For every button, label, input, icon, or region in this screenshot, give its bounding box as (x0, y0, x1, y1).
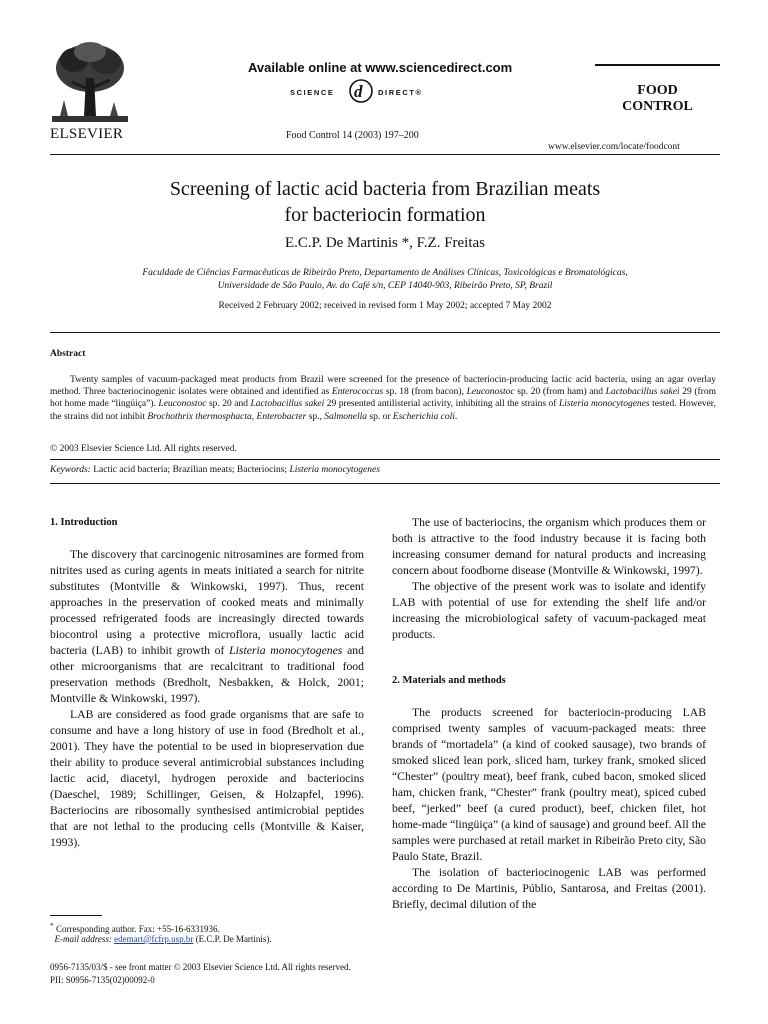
journal-url[interactable]: www.elsevier.com/locate/foodcont (548, 142, 680, 152)
right-column (392, 515, 706, 913)
keywords: Keywords: Lactic acid bacteria; Brazilian meats; Bacteriocins; Listeria monocytogenes (50, 465, 380, 475)
methods-paragraph-1: The products screened for bacteriocin-producing LAB comprised twenty samples of vacuum-packaged meats: three brands of “mortadela” (a kind of cooked sausage), two brands of smoked sliced lean pork, sliced ham, turkey frank, smoked sliced “Chester” (poultry meat), beef frank, cubed bacon, smoked sliced ham, chicken frank, “Chester” frank (poultry meat), spiced cubed beef, “jerked” beef (a cured product), beef, chicken filet, hot home-made “lingüiça” (a kind of sausage) and ground beef. All the samples were purchased at retail market in Ribeirão Preto city, São Paulo State, Brazil. (392, 706, 706, 863)
keywords-divider-top (50, 459, 720, 460)
journal-reference: Food Control 14 (2003) 197–200 (286, 130, 419, 141)
pii-line: PII: S0956-7135(02)00092-0 (50, 975, 155, 985)
received-dates: Received 2 February 2002; received in revised form 1 May 2002; accepted 7 May 2002 (218, 301, 552, 311)
abstract-copyright: © 2003 Elsevier Science Ltd. All rights reserved. (50, 444, 237, 454)
publisher-name: ELSEVIER (50, 126, 124, 142)
issn-line: 0956-7135/03/$ - see front matter © 2003 Elsevier Science Ltd. All rights reserved. (50, 962, 351, 972)
article-title: Screening of lactic acid bacteria from Brazilian meats for bacteriocin formation (169, 178, 601, 226)
footnote-corresponding: * Corresponding author. Fax: +55-16-6331936. (50, 921, 220, 934)
available-online-text[interactable]: Available online at www.sciencedirect.com (248, 60, 513, 75)
footnote-email: E-mail address: edemart@fcfrp.usp.br (E.C.P. De Martinis). (54, 934, 272, 944)
footnote-divider (50, 915, 102, 916)
section-heading-methods: 2. Materials and methods (392, 675, 506, 686)
sciencedirect-d-icon (348, 78, 374, 104)
sciencedirect-logo (290, 80, 440, 104)
intro-paragraph-1: The discovery that carcinogenic nitrosamines are formed from nitrites used as curing agents in meats initiated a search for nitrite substitutes (Montville & Winkowski, 1997). Thus, recent approaches in the preservation of cooked meats and minimally processed refrigerated foods are increasingly directed towards biocontrol using a protective microflora, usually lactic acid bacteria (LAB) to inhibit growth of Listeria monocytogenes and other microorganisms that are recalcitrant to traditional food preservation methods (Bredholt, Nesbakken, & Holck, 2001; Montville & Winkowski, 1997). (50, 548, 364, 705)
abstract-divider-top (50, 332, 720, 333)
journal-title-bar (595, 64, 720, 66)
affiliation: Faculdade de Ciências Farmacêuticas de Ribeirão Preto, Departamento de Análises Clínicas, Toxicológicas e Bromatológicas, Universidade de São Paulo, Av. do Café s/n, CEP 14040-903, Ribeirão Preto, SP, Brazil (142, 268, 628, 291)
sd-right-word: DIRECT® (378, 88, 423, 97)
section-heading-introduction: 1. Introduction (50, 517, 118, 528)
elsevier-tree-logo (50, 38, 130, 126)
intro-paragraph-2: LAB are considered as food grade organisms that are safe to consume and have a long history of use in food (Bredholt et al., 2001). They have the potential to be used in biopreservation due their ability to produce several antimicrobial substances including lactic acid, diacetyl, hydrogen peroxide and bacteriocins (Daeschel, 1989; Schillinger, Geisen, & Holzapfel, 1996). Bacteriocins are ribosomally synthesised antimicrobial peptides that are not lethal to the producing cells (Montville & Kaiser, 1993). (50, 708, 364, 849)
keywords-divider-bottom (50, 483, 720, 484)
intro-paragraph-3: The use of bacteriocins, the organism which produces them or both is attractive to the food industry because it is facing both increasing consumer demand for natural products and increasing concern about foodborne disease (Montville & Winkowski, 1997). (392, 516, 706, 577)
header-divider (50, 154, 720, 155)
email-link[interactable]: edemart@fcfrp.usp.br (114, 934, 194, 944)
abstract-heading: Abstract (50, 349, 86, 359)
svg-text:d: d (354, 82, 363, 101)
methods-paragraph-2: The isolation of bacteriocinogenic LAB was performed according to De Martinis, Públio, Santarosa, and Freitas (2001). Briefly, decimal dilution of the (392, 866, 706, 911)
journal-title: FOOD CONTROL (622, 83, 693, 114)
authors: E.C.P. De Martinis *, F.Z. Freitas (284, 235, 486, 251)
intro-paragraph-4: The objective of the present work was to isolate and identify LAB with potential of use for extending the shelf life and/or increasing the microbiological safety of vacuum-packaged meat products. (392, 580, 706, 641)
sd-left-word: SCIENCE (290, 88, 335, 97)
abstract-body: Twenty samples of vacuum-packaged meat products from Brazil were screened for the presence of bacteriocin-producing lactic acid bacteria, using an agar overlay method. Three bacteriocinogenic isolates were obtained and identified as Enterococcus sp. 18 (from bacon), Leuconostoc sp. 20 (from ham) and Lactobacillus sakei 29 (from hot home made “lingüiça”). Leuconostoc sp. 20 and Lactobacillus sakei 29 presented antilisterial activity, inhibiting all the strains of Listeria monocytogenes tested. However, the strains did not inhibit Brochothrix thermosphacta, Enterobacter sp., Salmonella sp. or Escherichia coli. (50, 375, 716, 422)
left-column (50, 515, 364, 851)
